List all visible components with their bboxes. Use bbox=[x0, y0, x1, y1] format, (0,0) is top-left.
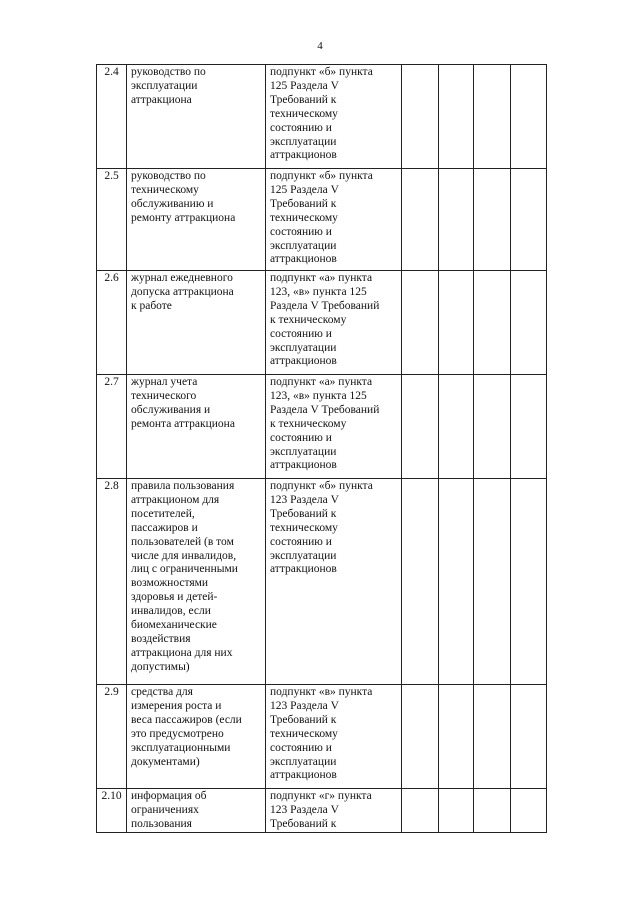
regulation-reference: подпункт «б» пункта 125 Раздела V Требований к техническому состоянию и эксплуатации аттракционов bbox=[266, 65, 402, 169]
answer-cell bbox=[474, 375, 511, 479]
answer-cell bbox=[439, 685, 474, 789]
row-number: 2.6 bbox=[97, 271, 127, 375]
answer-cell bbox=[474, 685, 511, 789]
answer-cell bbox=[511, 685, 547, 789]
row-number: 2.8 bbox=[97, 479, 127, 685]
regulation-reference: подпункт «а» пункта 123, «в» пункта 125 Раздела V Требований к техническому состоянию и эксплуатации аттракционов bbox=[266, 271, 402, 375]
answer-cell bbox=[439, 271, 474, 375]
answer-cell bbox=[402, 65, 439, 169]
answer-cell bbox=[402, 169, 439, 271]
requirement-item: руководство по эксплуатации аттракциона bbox=[127, 65, 266, 169]
row-number: 2.7 bbox=[97, 375, 127, 479]
answer-cell bbox=[439, 789, 474, 833]
requirement-item: информация об ограничениях пользования bbox=[127, 789, 266, 833]
answer-cell bbox=[439, 479, 474, 685]
requirement-item: средства для измерения роста и веса пассажиров (если это предусмотрено эксплуатационными документами) bbox=[127, 685, 266, 789]
row-number: 2.10 bbox=[97, 789, 127, 833]
requirement-item: руководство по техническому обслуживанию и ремонту аттракциона bbox=[127, 169, 266, 271]
row-number: 2.5 bbox=[97, 169, 127, 271]
regulation-reference: подпункт «б» пункта 125 Раздела V Требований к техническому состоянию и эксплуатации аттракционов bbox=[266, 169, 402, 271]
page-number: 4 bbox=[317, 40, 323, 52]
regulation-reference: подпункт «в» пункта 123 Раздела V Требований к техническому состоянию и эксплуатации аттракционов bbox=[266, 685, 402, 789]
table-row bbox=[97, 65, 547, 169]
table-row bbox=[97, 685, 547, 789]
table-row bbox=[97, 789, 547, 833]
table-row bbox=[97, 169, 547, 271]
answer-cell bbox=[402, 271, 439, 375]
requirement-item: правила пользования аттракционом для посетителей, пассажиров и пользователей (в том числе для инвалидов, лиц с ограниченными возможностями здоровья и детей- инвалидов, если биомеханические воздействия аттракциона для них допустимы) bbox=[127, 479, 266, 685]
regulation-reference: подпункт «б» пункта 123 Раздела V Требований к техническому состоянию и эксплуатации аттракционов bbox=[266, 479, 402, 685]
row-number: 2.9 bbox=[97, 685, 127, 789]
table-row bbox=[97, 479, 547, 685]
answer-cell bbox=[439, 375, 474, 479]
answer-cell bbox=[402, 789, 439, 833]
answer-cell bbox=[474, 479, 511, 685]
answer-cell bbox=[511, 271, 547, 375]
requirement-item: журнал учета технического обслуживания и ремонта аттракциона bbox=[127, 375, 266, 479]
requirements-table bbox=[96, 64, 547, 833]
regulation-reference: подпункт «г» пункта 123 Раздела V Требований к bbox=[266, 789, 402, 833]
requirement-item: журнал ежедневного допуска аттракциона к работе bbox=[127, 271, 266, 375]
regulation-reference: подпункт «а» пункта 123, «в» пункта 125 Раздела V Требований к техническому состоянию и эксплуатации аттракционов bbox=[266, 375, 402, 479]
table-row bbox=[97, 271, 547, 375]
answer-cell bbox=[474, 789, 511, 833]
answer-cell bbox=[474, 65, 511, 169]
answer-cell bbox=[511, 169, 547, 271]
answer-cell bbox=[511, 479, 547, 685]
answer-cell bbox=[439, 65, 474, 169]
table-row bbox=[97, 375, 547, 479]
answer-cell bbox=[511, 65, 547, 169]
answer-cell bbox=[439, 169, 474, 271]
answer-cell bbox=[402, 685, 439, 789]
answer-cell bbox=[511, 789, 547, 833]
row-number: 2.4 bbox=[97, 65, 127, 169]
answer-cell bbox=[402, 375, 439, 479]
answer-cell bbox=[511, 375, 547, 479]
answer-cell bbox=[474, 169, 511, 271]
answer-cell bbox=[402, 479, 439, 685]
answer-cell bbox=[474, 271, 511, 375]
